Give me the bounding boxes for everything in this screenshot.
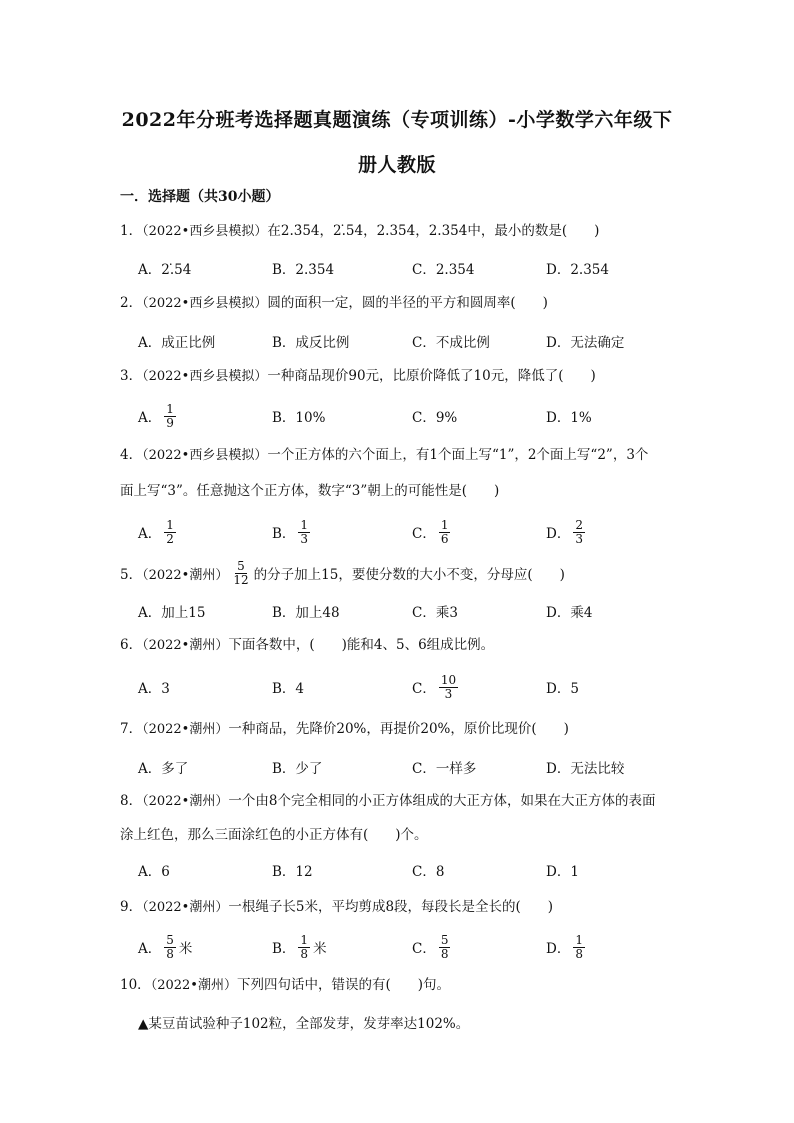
- option-c[interactable]: C．一样多: [412, 761, 477, 777]
- option-a[interactable]: A．6: [138, 864, 170, 880]
- question-6-options: [138, 673, 698, 701]
- option-c[interactable]: C．8: [412, 864, 445, 880]
- question-9-options: [138, 933, 698, 961]
- option-d[interactable]: D．1%: [546, 410, 592, 426]
- option-b[interactable]: B．少了: [272, 761, 323, 777]
- option-d[interactable]: D．5: [546, 681, 579, 697]
- question-2-options: [138, 327, 698, 355]
- option-d[interactable]: D． $\frac{2}{3}$: [546, 517, 583, 546]
- question-8: 8．（2022•潮州）一个由8个完全相同的小正方体组成的大正方体，如果在大正方体的表面: [120, 793, 656, 809]
- option-c[interactable]: C．9%: [412, 410, 458, 426]
- option-a[interactable]: A． $\frac{1}{9}$: [138, 401, 174, 430]
- option-a[interactable]: A．多了: [138, 761, 189, 777]
- option-a[interactable]: A． $\frac{5}{8}$ 米: [138, 932, 193, 961]
- option-b[interactable]: B．12: [272, 864, 313, 880]
- question-8-continued: 涂上红色，那么三面涂红色的小正方体有( )个。: [120, 827, 428, 843]
- fraction: $\frac{5}{8}$: [440, 932, 449, 961]
- question-5: 5．（2022•潮州） $\frac{5}{12}$ 的分子加上15，要使分数的大小不变，分母应( ): [120, 559, 565, 587]
- fraction: $\frac{1}{2}$: [166, 517, 174, 546]
- option-d[interactable]: D．乘4: [546, 605, 593, 621]
- section-heading: 一．选择题（共30小题）: [120, 189, 280, 205]
- question-7-options: [138, 753, 698, 781]
- fraction: $\frac{1}{8}$: [575, 932, 583, 961]
- option-b[interactable]: B．10%: [272, 410, 326, 426]
- option-d[interactable]: D．无法确定: [546, 335, 625, 351]
- fraction: $\frac{1}{3}$: [300, 517, 309, 546]
- fraction: $\frac{1}{6}$: [440, 517, 449, 546]
- option-c[interactable]: C．乘3: [412, 605, 458, 621]
- option-b[interactable]: B． $\frac{1}{3}$: [272, 517, 309, 546]
- option-a[interactable]: A．2.̇54̇: [138, 262, 192, 278]
- page-title-continued: 册人教版: [357, 154, 436, 176]
- question-1: 1．（2022•西乡县模拟）在2.3̇54̇，2.̇54̇，2.354̇，2.35̇4̇中，最小的数是( ): [120, 223, 600, 239]
- option-b[interactable]: B．4: [272, 681, 305, 697]
- option-b[interactable]: B．成反比例: [272, 335, 350, 351]
- option-c[interactable]: C．不成比例: [412, 335, 490, 351]
- option-b[interactable]: B．2.3̇54̇: [272, 262, 335, 278]
- option-a[interactable]: A． $\frac{1}{2}$: [138, 517, 174, 546]
- fraction: $\frac{1}{8}$: [300, 932, 309, 961]
- option-b[interactable]: B．加上48: [272, 605, 340, 621]
- fraction: $\frac{1}{9}$: [166, 401, 174, 430]
- question-4-continued: 面上写“3”。任意抛这个正方体，数字“3”朝上的可能性是( ): [120, 483, 500, 499]
- page-title: 2022年分班考选择题真题演练（专项训练）-小学数学六年级下: [121, 109, 673, 131]
- question-4-options: [138, 518, 698, 546]
- option-a[interactable]: A．成正比例: [138, 335, 216, 351]
- question-8-options: [138, 856, 698, 884]
- option-c[interactable]: C． $\frac{5}{8}$: [412, 932, 449, 961]
- option-d[interactable]: D．2.35̇4̇: [546, 262, 609, 278]
- question-4: 4．（2022•西乡县模拟）一个正方体的六个面上，有1个面上写“1”，2个面上写“2”，3个: [120, 447, 649, 463]
- question-6: 6．（2022•潮州）下面各数中，( )能和4、5、6组成比例。: [120, 637, 495, 653]
- question-9: 9．（2022•潮州）一根绳子长5米，平均剪成8段，每段长是全长的( ): [120, 899, 554, 915]
- option-c[interactable]: C．2.354̇: [412, 262, 475, 278]
- option-d[interactable]: D．无法比较: [546, 761, 625, 777]
- option-b[interactable]: B． $\frac{1}{8}$ 米: [272, 932, 327, 961]
- question-3: 3．（2022•西乡县模拟）一种商品现价90元，比原价降低了10元，降低了( ): [120, 368, 596, 384]
- fraction: $\frac{10}{3}$: [440, 672, 457, 701]
- option-a[interactable]: A．3: [138, 681, 170, 697]
- option-d[interactable]: D． $\frac{1}{8}$: [546, 932, 583, 961]
- fraction: $\frac{5}{12}$: [233, 559, 249, 587]
- question-10-statement: ▲某豆苗试验种子102粒，全部发芽，发芽率达102%。: [138, 1016, 470, 1032]
- question-3-options: [138, 402, 698, 430]
- fraction: $\frac{2}{3}$: [575, 517, 583, 546]
- option-a[interactable]: A．加上15: [138, 605, 206, 621]
- option-d[interactable]: D．1: [546, 864, 579, 880]
- question-2: 2．（2022•西乡县模拟）圆的面积一定，圆的半径的平方和圆周率( ): [120, 295, 548, 311]
- option-c[interactable]: C． $\frac{10}{3}$: [412, 672, 457, 701]
- question-10: 10．（2022•潮州）下列四句话中，错误的有( )句。: [120, 977, 450, 993]
- question-5-options: [138, 597, 698, 625]
- option-c[interactable]: C． $\frac{1}{6}$: [412, 517, 449, 546]
- question-1-options: [138, 254, 698, 282]
- question-7: 7．（2022•潮州）一种商品，先降价20%，再提价20%，原价比现价( ): [120, 721, 569, 737]
- fraction: $\frac{5}{8}$: [166, 932, 174, 961]
